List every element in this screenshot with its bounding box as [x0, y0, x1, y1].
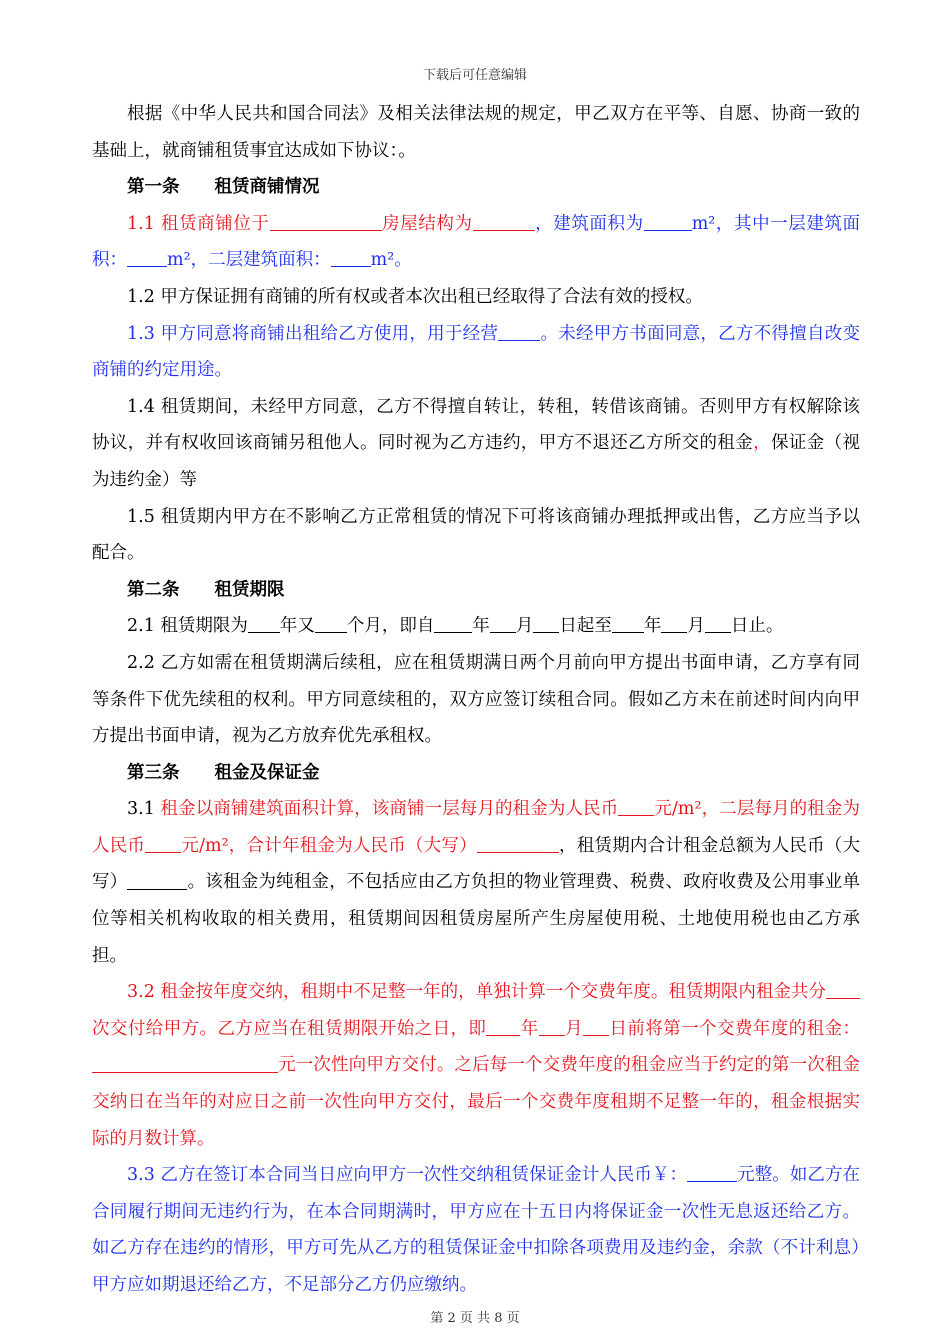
- article-1-heading: 第一条 租赁商铺情况: [127, 177, 320, 198]
- clause-3-3: 3.3 乙方在签订本合同当日应向甲方一次性交纳租赁保证金计人民币￥： 元整。如乙方在合同履行期间无违约行为，在本合同期满时，甲方应在十五日内将保证金一次性无息返还给乙方。如乙方存在违约的情形，甲方可先从乙方的租赁保证金中扣除各项费用及违约金，余款（不计利息）甲方应如期退还给乙方，不足部分乙方仍应缴纳。: [92, 1157, 860, 1303]
- clause-1-5: 1.5 租赁期内甲方在不影响乙方正常租赁的情况下可将该商铺办理抵押或出售，乙方应当予以配合。: [92, 506, 860, 564]
- clause-1-3: 1.3 甲方同意将商铺出租给乙方使用，用于经营 。未经甲方书面同意，乙方不得擅自改变商铺的约定用途。: [92, 316, 860, 389]
- clause-1-4: 1.4 租赁期间，未经甲方同意，乙方不得擅自转让，转租，转借该商铺。否则甲方有权解除该协议，并有权收回该商铺另租他人。同时视为乙方违约，甲方不退还乙方所交的租金，保证金（视为违约金）等: [92, 396, 861, 490]
- intro-paragraph: 根据《中华人民共和国合同法》及相关法律法规的规定，甲乙双方在平等、自愿、协商一致的基础上，就商铺租赁事宜达成如下协议：。: [92, 104, 860, 161]
- clause-3-2: 3.2 租金按年度交纳，租期中不足整一年的，单独计算一个交费年度。租赁期限内租金共分次交付给甲方。乙方应当在租赁期限开始之日，即 年 月 日前将第一个交费年度的租金：元一次性向甲方交付。之后每一个交费年度的租金应当于约定的第一次租金交纳日在当年的对应日之前一次性向甲方交付，最后一个交费年度租期不足整一年的，租金根据实际的月数计算。: [92, 974, 860, 1157]
- clause-2-1: 2.1 租赁期限为 年又 个月，即自 年 月 日起至 年 月 日止。: [92, 608, 860, 645]
- clause-1-1: 1.1 租赁商铺位于 房屋结构为 ，建筑面积为 m²，其中一层建筑面积： m²，二层建筑面积： m²。: [92, 206, 860, 279]
- clause-2-2: 2.2 乙方如需在租赁期满后续租，应在租赁期满日两个月前向甲方提出书面申请，乙方享有同等条件下优先续租的权利。甲方同意续租的，双方应签订续租合同。假如乙方未在前述时间内向甲方提出书面申请，视为乙方放弃优先承租权。: [92, 652, 860, 747]
- page-header: 下载后可任意编辑: [422, 68, 527, 83]
- clause-1-2: 1.2 甲方保证拥有商铺的所有权或者本次出租已经取得了合法有效的授权。: [127, 286, 703, 307]
- article-3-heading: 第三条 租金及保证金: [127, 762, 320, 783]
- clause-3-1: 3.1 租金以商铺建筑面积计算，该商铺一层每月的租金为人民币 元/m²，二层每月的租金为人民币 元/m²，合计年租金为人民币（大写） ，租赁期内合计租金总额为人民币（大写） 。该租金为纯租金，不包括应由乙方负担的物业管理费、税费、政府收费及公用事业单位等相关机构收取的相关费用，租赁期间因租赁房屋所产生房屋使用税、土地使用税也由乙方承担。: [92, 791, 860, 974]
- contract-body: [92, 96, 860, 1304]
- page-footer: 第 2 页 共 8 页: [430, 1311, 520, 1326]
- article-2-heading: 第二条 租赁期限: [127, 579, 285, 600]
